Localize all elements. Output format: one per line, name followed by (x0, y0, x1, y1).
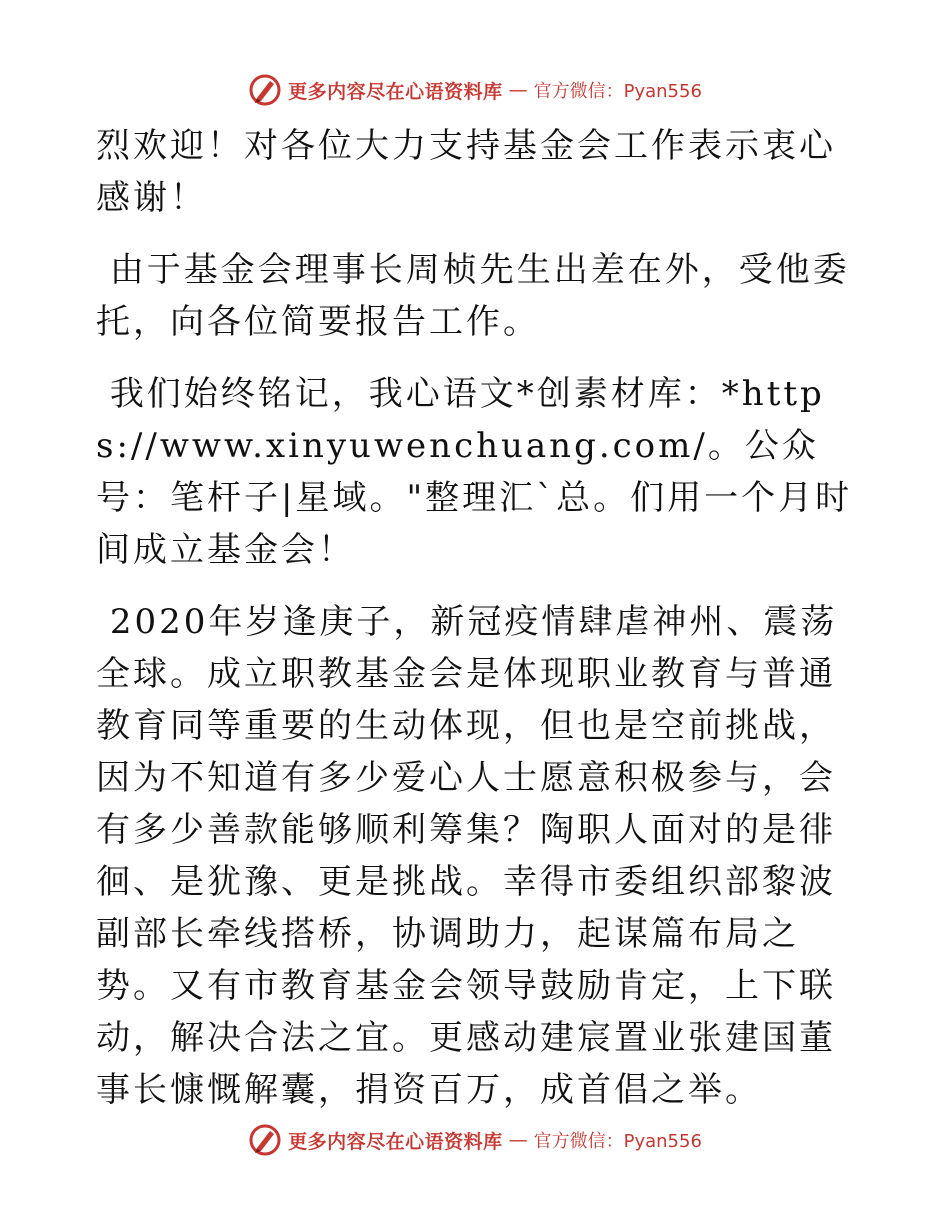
banner-wechat: 官方微信：Pyan556 (533, 81, 702, 102)
banner-dash: — (508, 1129, 528, 1151)
banner-wechat: 官方微信：Pyan556 (533, 1131, 702, 1152)
paragraph-1: 烈欢迎！对各位大力支持基金会工作表示衷心感谢！ (96, 126, 836, 218)
footer-watermark-banner (0, 1120, 950, 1160)
document-body (96, 120, 856, 1136)
banner-title: 更多内容尽在心语资料库 (288, 1130, 503, 1153)
header-watermark-banner (0, 70, 950, 110)
paragraph-4: 2020年岁逢庚子，新冠疫情肆虐神州、震荡全球。成立职教基金会是体现职业教育与普通教育同等重要的生动体现，但也是空前挑战，因为不知道有多少爱心人士愿意积极参与，会有多少善款能够顺利筹集？陶职人面对的是徘徊、是犹豫、更是挑战。幸得市委组织部黎波副部长牵线搭桥，协调助力，起谋篇布局之势。又有市教育基金会领导鼓励肯定，上下联动，解决合法之宜。更感动建宸置业张建国董事长慷慨解囊，捐资百万，成首倡之举。 (96, 602, 838, 1110)
pen-logo-icon (248, 1123, 282, 1157)
paragraph-2: 由于基金会理事长周桢先生出差在外，受他委托，向各位简要报告工作。 (96, 250, 850, 342)
paragraph-3: 我们始终铭记，我心语文*创素材库：*https://www.xinyuwenchuang.com/。公众号：笔杆子|星域。"整理汇`总。们用一个月时间成立基金会！ (96, 374, 853, 570)
pen-logo-icon (248, 73, 282, 107)
banner-dash: — (508, 79, 528, 101)
banner-title: 更多内容尽在心语资料库 (288, 80, 503, 103)
